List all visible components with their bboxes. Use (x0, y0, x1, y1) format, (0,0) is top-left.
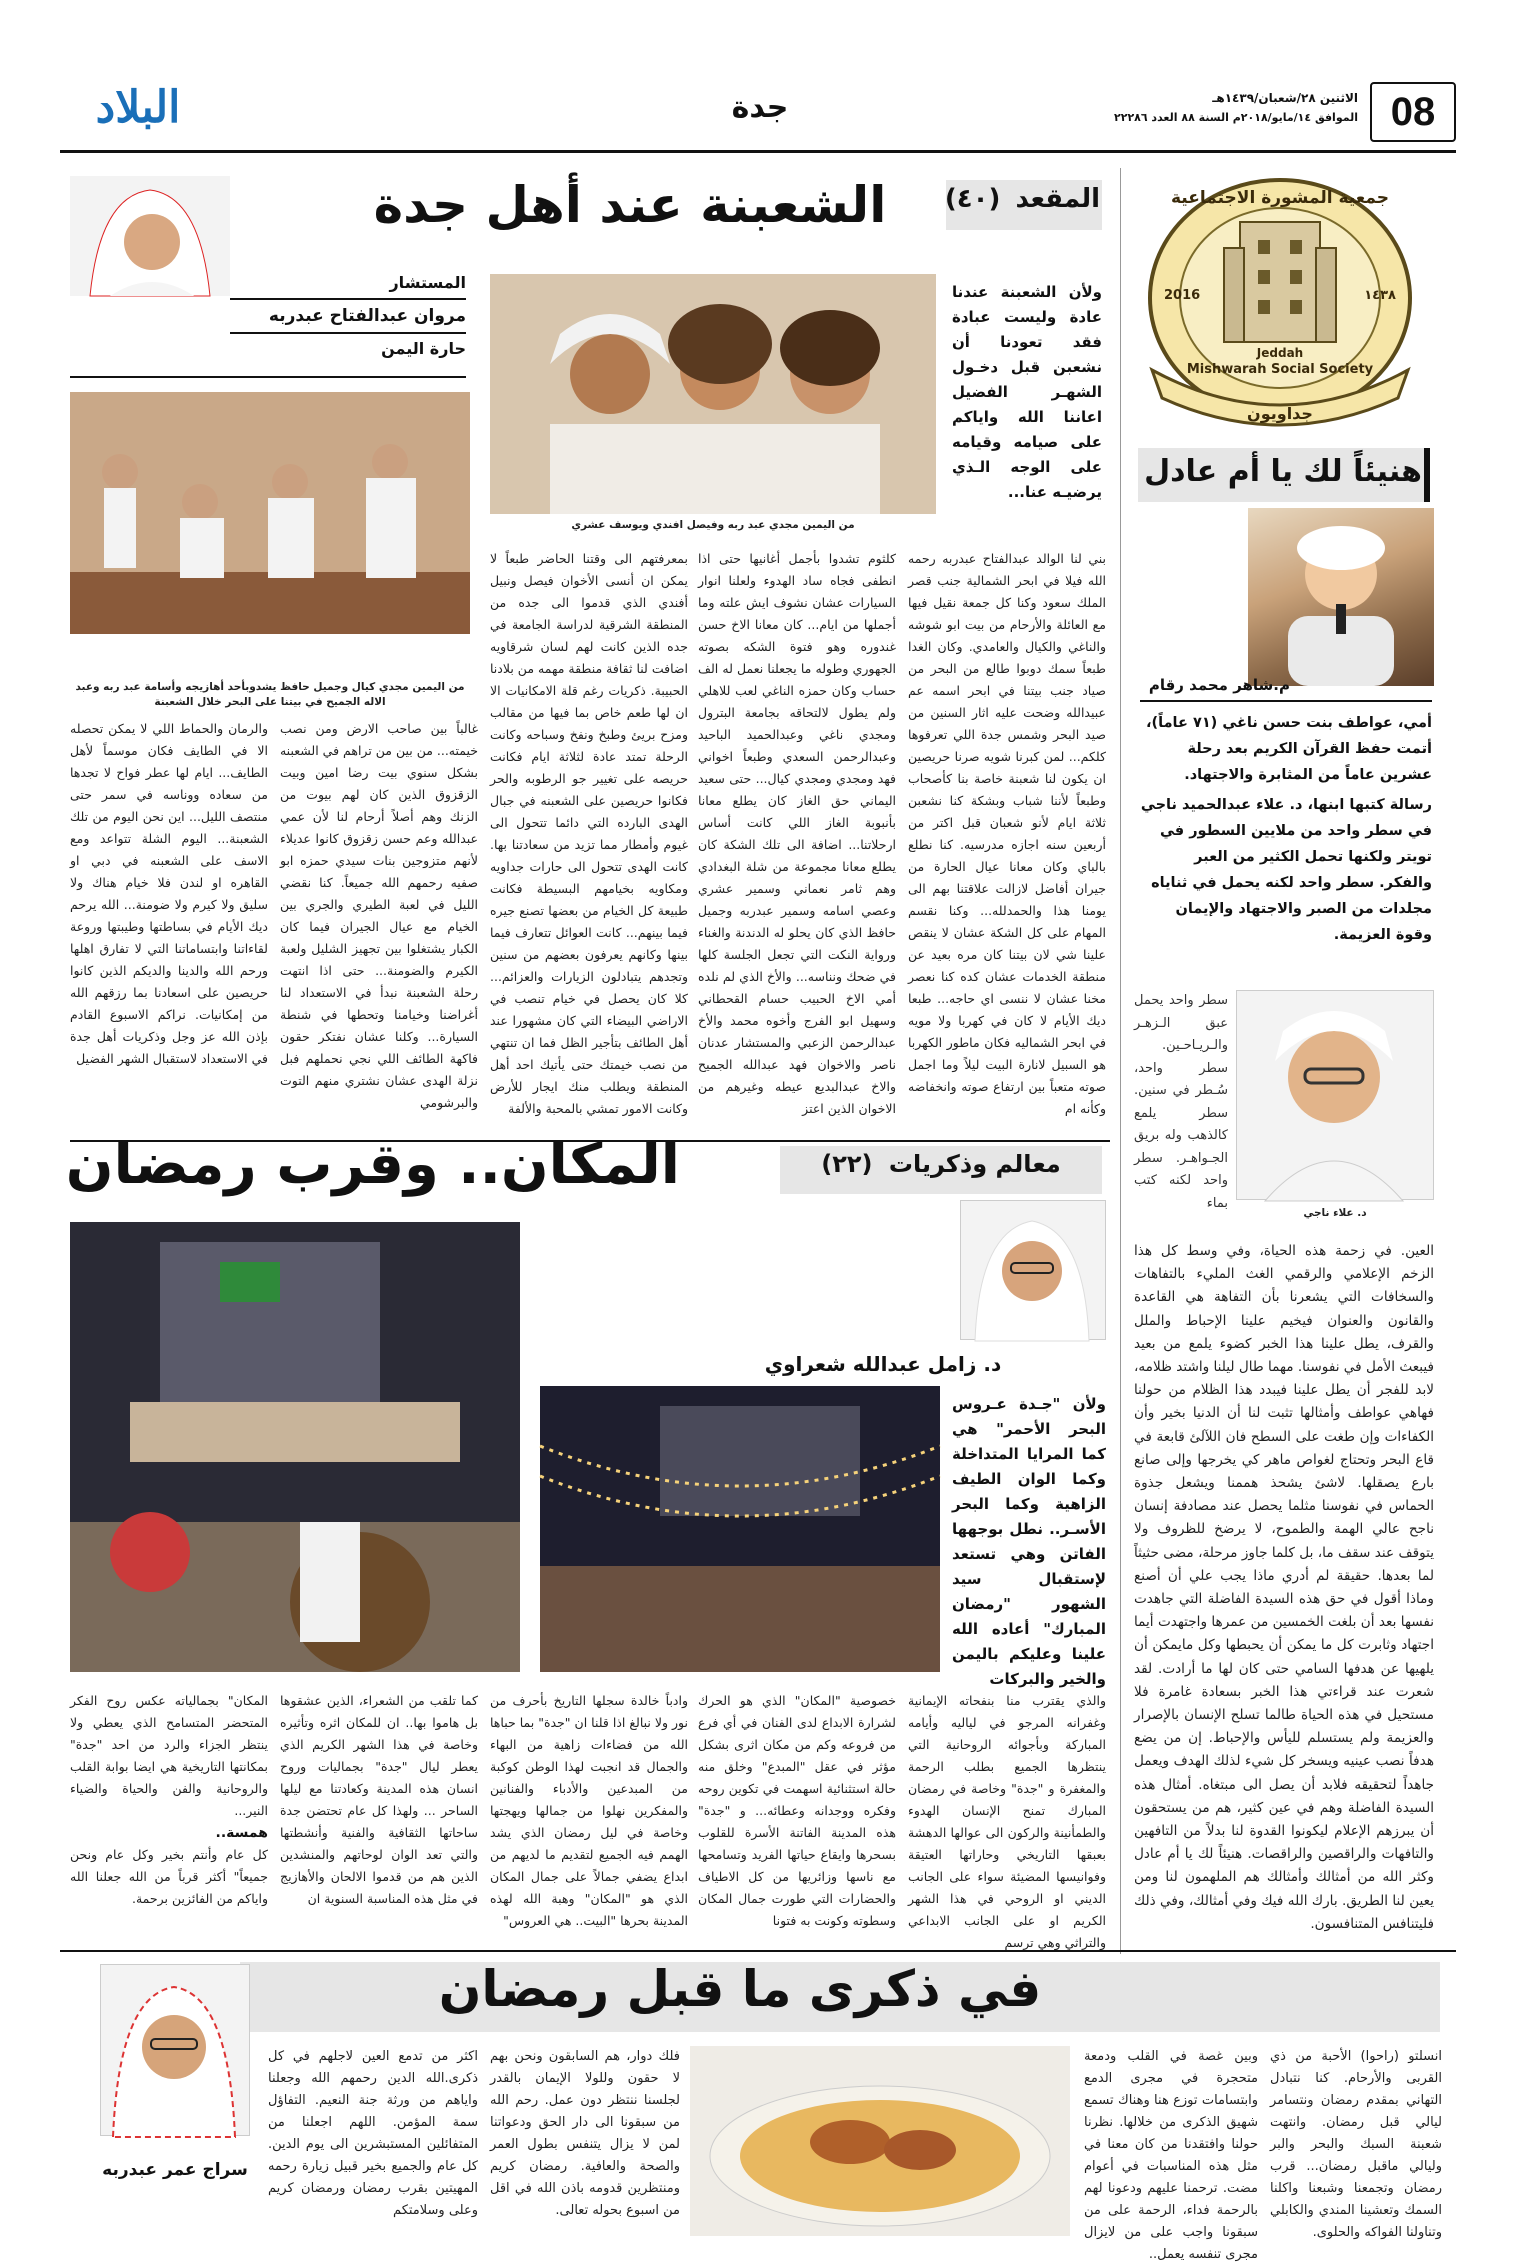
rice-dish-icon (690, 2046, 1070, 2236)
article1-photo-friends (490, 274, 936, 514)
article1-series-label: المقعد (1015, 184, 1100, 214)
article2-body: العين. في زحمة هذه الحياة، وفي وسط كل هذا الزخم الإعلامي والرقمي الغث المليء بالتفاهات والسخافات التي يشعرنا بأن التفاهة هي القاعدة والقانون والعنوان فيخيم علينا الإحباط والملل والقرف، يطل علينا هذا الخبر كضوء يلمع من بعيد فيبعث الأمل في نفوسنا. مهما طال ليلنا واشتد ظلامه، لابد للفجر أن يطل علينا فيبدد هذا الظلام من حولنا فهاهي عواطف وأمثالها تثبت لنا أن الدنيا بخير وأن الكفاءات وإن طغت على السطح فان اللآلئ قابعة في قاع البحر وتحتاج لغواص ماهر كي يخرجها وإلى صانع بارع يصقلها. لاشئ يشحذ هممنا ويشعل جذوة الحماس في نفوسنا مثلما يحصل عند مصادفة إنسان ناجح عالي الهمة والطموح، لا يرضخ للظروف ولا يتوقف عند سقف ما، بل كلما جاوز مرحلة، مضى حثيثاً لما بعدها. حقيقة لم أدري ماذا يجب علي أن أصنع وماذا أقول في حق هذه السيدة الفاضلة التي جاهدت نفسها بعد أن بلغت الخمسين من عمرها واجتهدت أيما اجتهاد وثابرت كل ما يمكن أن يحبطها وكل مايمكن أن يلهيها عن هدفها السامي حتى كان لها ما أرادت. لقد شعرت عند قراءتي هذا الخبر بسعادة غامرة فلا مستحيل في هذه الحياة طالما تسلح الإنسان بالإصرار والعزيمة ولم يستسلم لليأس والإحباط. إن من يضع هدفاً نصب عينيه ويسخر كل شيء لذلك الهدف ويعمل جاهداً لتحقيقه فلابد أن يصل الى مبتغاه. أمثال هذه السيدة الفاضلة وهم في عين كثير، هم من يستحقون أن يبرزهم الإعلام ليكونوا القدوة لنا بدلاً من التافهين والتافهات والراقصين والراقصات. هنيئاً لك يا أم عادل وكثر الله من أمثالك وأمثالك هم الملهمون لنا ومن يعين لنا الطريق. بارك الله فيك وفي أمثالك، وفي ذلك فليتنافس المتنافسون. (1134, 1243, 1434, 1932)
article1-photo2-caption: من اليمين مجدي كيال وجميل حافظ يشدوبأحد أهازيجه وأسامة عبد ربه وعبد الاله الجميح في بيتنا على البحر خلال الشعبنة (75, 681, 465, 708)
article1-col5: والرمان والحماط اللي لا يمكن تحصله الا في الطايف فكان موسماً لأهل الطايف... ايام لها عطر فواح لا تجدها من سعاده ووناسه في سمر حتى منتصف الليل... اين نحن اليوم من تلك الشعبنة... اليوم الشلة تتواعد ومع الاسف على الشعبنه في دبي او القاهره او لندن فلا خيام هناك ولا سليق ولا كيرم ولا ضومنة... الله يرحم ديك الأيام في بساطتها وطيبتها وروعة لقاءاتنا وابتساماتنا التي لا تفارق اهلها ورحم الله والدينا والديكم الذين كانوا حريصين على اسعادنا بما رزقهم الله من إمكانيات. نراكم الاسبوع القادم بإذن الله عز وجل وذكريات أهل جدة في الاستعداد لاستقبال الشهر الفضيل (70, 721, 268, 1066)
market-photo-icon (70, 1222, 520, 1672)
article3-author-photo (960, 1200, 1106, 1340)
article1-col1: بني لنا الوالد عبدالفتاح عبدربه رحمه الله فيلا في ابحر الشمالية جنب قصر الملك سعود وكنا كل جمعة نقيل فيها مع العائلة والأرحام من بيت ابو شوشه والناغي والكيال والعامدي. وكان الغدا طبعاً سمك دوبوا طالع من البحر من صياد جنب بيتنا في ابحر اسمه عم عبيدالله وضحت عليه اثار السنين من صيد البحر وشمس جدة اللي تعرفوها كلكم... لمن كبرنا شويه صرنا حريصين ان يكون لنا شعبنة خاصة بنا كأصحاب وطبعاً لأننا شباب وبشكة كنا نشعبن ثلاثة ايام لأنو شعبان قبل اكتر من أربعين سنه اجازه مدرسيه. كنا نطلع بالباي وكان معانا عيال الحارة من جيران أفاضل لازالت علاقتنا بهم الى يومنا هذا والحمدلله... وكنا نقسم المهام على كل الشكة عشان لا ينقص علينا شي لان بيتنا كان مره بعيد عن منطقة الخدمات عشان كده كنا نعصر مخنا عشان لا ننسى اي حاجه... طبعا ديك الأيام لا كان في كهربا ولا مويه في ابحر الشماليه فكان ماطور الكهربا هو السبيل لانارة البيت ليلاً وما اجمل صوته متعباً بين ارتفاع صوته وانخفاضه وكأنه ام (908, 551, 1106, 1116)
section-name: جدة (731, 90, 789, 125)
article4-col2: وبين غصة في القلب ودمعة متحجرة في مجرى الدمع وابتسامات توزع هنا وهناك تسمع شهيق الذكرى من خلالها. نظرنا حولنا وافتقدنا من كان معنا في مثل هذه المناسبات في أعوام مضت. ترحمنا عليهم ودعونا لهم بالرحمة فداء، الرحمة على من سبقونا واجب على من لايزال مجرى تنفسه يعمل.. (1084, 2049, 1258, 2262)
article3-col2: خصوصية "المكان" الذي هو الحرك لشرارة الابداع لدى الفنان في أي فرع من فروعه وكم من مكان اثرى بشكل مؤثر في عقل "المبدع" وخلق منه حالة استثنائية اسهمت في تكوين روحه وفكره ووجدانه وعطائه... و "جدة" هذه المدينة الفاتنة الأسرة للقلوب بسحرها وايقاع حياتها الفريد وتسامحها مع ناسها وزائريها من كل الاطياف والحضارات التي طورت جمال المكان وسطوته وكونت به فتونا (698, 1693, 896, 1928)
article4-title: في ذكرى ما قبل رمضان (438, 1960, 1042, 2018)
article1-col3: بمعرفتهم الى وقتنا الحاضر طبعاً لا يمكن ان أنسى الأخوان فيصل ونبيل أفندي الذي قدموا الى جده من المنطقة الشرقية لدراسة الجامعة في جده الذين كانت لهم لسان شرقاويه اضافت لنا ثقافة منطقة مهمه من بلادنا الحبيبة. ذكريات رغم قلة الامكانيات الا ان لها طعم خاص بما فيها من مقالب ومزح بريئ وطبخ ونفخ وسباحه وكانت الرحلة تمتد عادة لثلاثة ايام فكانت حريصه على تغيير جو الرطوبه والحر فكانوا حريصين على الشعبنه في جبال الهدى البارده التي دائما تتحول الى غيوم وأمطار مما تزيد من سعادتنا بها. كانت الهدى تتحول الى حارات جداويه ومكاويه بخيامهم البسيطة فكانت طبيعة كل الخيام من بعضها تصنع جيره فيما بينهم... كانت العوائل تتعارف فيما بينها وكانهم يعرفون بعضهم من سنين وتجدهم يتبادلون الزيارات والعزائم... كلا كان يحصل في خيام تنصب في الاراضي البيضاء التي كان مشهورا عند أهل الطائف بتأجير الظل فما ان تنتهي من نصب خيمتك حتى يأتيك احد أهل المنطقة ويطلب منك ايجار للأرض وكانت الامور تمشي بالمحبة والألفة (490, 551, 688, 1116)
society-year-g: 2016 (1164, 288, 1201, 303)
article4-col1: انسلتو (راحوا) الأحبة من ذي القربى والأرحام. كنا نتبادل التهاني بمقدم رمضان ونتسامر ليالي قبل رمضان. وانتهت شعبنة السبك والبحر والبر وليالي ماقبل رمضان... قرب رمضان وتجمعنا وشبعنا واكلنا السمك وتعشينا المندي والكابلي وتناولنا الفواكه والحلوى. (1270, 2049, 1442, 2240)
article3-col4: كما تلقب من الشعراء، الذين عشقوها بل هاموا بها.. ان للمكان اثره وتأثيره وخاصة في هذا الشهر الكريم الذي يعطر ليال "جدة" بجماليات وروح انسان هذه المدينة وكعادتنا مع ليلها الساحر ... ولهذا كل عام تحتضن جدة ساحاتها الثقافية والفنية وأنشطتها والتي تعد الوان لوحاتهم والمنشدين الذين هم من قدموا الالحان والأهازيج في مثل هذه المناسبة السنوية ان (280, 1693, 478, 1906)
article3-author: د. زامل عبدالله شعراوي (764, 1352, 1002, 1376)
group-photo-icon (70, 392, 470, 634)
article2-author-rule (1140, 700, 1432, 702)
article1-author-underline (70, 376, 466, 378)
person-icon (1248, 508, 1434, 686)
article3-col3: وادباً خالدة سجلها التاريخ بأحرف من نور ولا نبالغ اذا قلنا ان "جدة" بما حباها الله من فضاءات زاهية من البهاء والجمال قد انجبت لهذا الوطن كوكبة من المبدعين والأدباء والفنانين والمفكرين نهلوا من جمالها ويهجتها وخاصة في ليل رمضان الذي يشد الهمم فيه الجميع لتقديم ما لديهم من ابداع يضفي جمالاً على جمال المكان الذي هو "المكان" وهبة الله لهذه المدينة بحرها "البيت.. هي العروس" (490, 1693, 688, 1928)
society-city: Jeddah (1256, 346, 1304, 360)
article1-author-name: مروان عبدالفتاح عبدربه (230, 298, 466, 334)
article3-series-label: معالم وذكريات (888, 1150, 1061, 1178)
article1-col4: غالباً بين صاحب الارض ومن نصب خيمته... من بين من تراهم في الشعبنه بشكل سنوي بيت رضا امين وبيت الزقزوق الذين كان لهم بيوت من الزنك وهم أصلاً أرحام لنا لأن عمي عبدالله وعم حسن زقزوق كانوا عديلاء لأنهم متزوجين بنات سيدي حمزه ابو صفيه رحمهم الله جميعاً. كنا نقضي الليل في لعبة الطيري والجري بين الخيام مع عيال الجيران فيما كان الكبار يشتغلوا بين تجهيز الشليل ولعبة الكيرم والضومنة... حتى اذا انتهت رحلة الشعبنة نبدأ في الاستعداد لنا أغراضنا وخيامنا وتحطها في شنطة السيارة... وكلنا عشان نفتكر حقون فاكهة الطائف اللي نجي نحملهم فبل نزلة الهدى عشان نشتري منهم التوت والبرشومي (279, 721, 478, 1110)
society-slogan: جداويون (1247, 404, 1313, 423)
article3-photo-festival (540, 1386, 940, 1672)
article2-title: هنيئاً لك يا أم عادل (1144, 454, 1422, 489)
article3-col5-wrap (70, 1690, 268, 1946)
page-number: 08 (1390, 89, 1436, 134)
society-emblem-icon (1128, 170, 1432, 440)
article4-col3: فلك دوار، هم السابقون ونحن بهم لا حقون وللولا الإيمان بالقدر لجلسنا ننتظر دون عمل. رحم الله من سبقونا الى دار الحق ودعواتنا لمن لا يزال يتنفس بطول العمر والصحة والعافية. رمضان كريم ومنتظرين قدومه باذن الله في اقل من اسبوع بحوله تعالى. (490, 2049, 680, 2218)
person-icon (99, 1965, 249, 2137)
article2-lead (1140, 710, 1432, 948)
article2-lead-p2: رسالة كتبها ابنها، د. علاء عبدالحميد ناجي في سطر واحد من ملايين السطور في تويتر ولكنها تحمل الكثير من العبر والفكر. سطر واحد لكنه يحمل في ثناياه مجلدات من الصبر والاجتهاد والإيمان وقوة العزيمة. (1140, 797, 1432, 943)
newspaper-logo: البلاد (95, 82, 181, 133)
article4-col4: اكثر من تدمع العين لاجلهم في كل ذكرى.الله الدين رحمهم الله وجعلنا واياهم من ورثة جنة النعيم. التفاؤل سمة المؤمن. اللهم اجعلنا من المتفائلين المستبشرين الى يوم الدين. كل عام والجميع بخير قبيل زيارة رحمه المهيتين بقرب رمضان ورمضان كريم وعلى وسلامتكم (268, 2049, 478, 2218)
article1-author-photo (70, 176, 230, 296)
society-logo (1128, 170, 1432, 440)
article3-series (784, 1150, 1098, 1178)
header-rule (60, 150, 1456, 153)
article4-photo-food (690, 2046, 1070, 2236)
article3-intro: ولأن "جـدة عـروس البحر الأحمر" هي كما المرايا المتداخلة وكما الوان الطيف الزاهية وكما البحر الأسـر.. نطل بوجهها الفاتن وهي تستعد لإستقبال سيد الشهور "رمضان المبارك" أعاده الله علينا وعليكم باليمن والخير والبركات (952, 1395, 1106, 1688)
right-column-divider (1120, 168, 1121, 1954)
society-year-h: ١٤٣٨ (1364, 288, 1396, 303)
article1-intro: ولأن الشعبنة عندنا عادة وليست عبادة فقد تعودنا أن نشعبن قبل دخـول الشهـر الفضيل اعاننا الله واياكم على صيامه وقيامه على الوجه الـذي يرضيـه عنا... (952, 283, 1102, 501)
page-header (60, 82, 1456, 144)
article1-series-number: (٤٠) (944, 184, 1001, 214)
article1-author-block (230, 268, 466, 364)
society-arabic-name: جمعية المشورة الاجتماعية (1170, 188, 1390, 208)
person-icon (959, 1201, 1105, 1341)
article1-photo-gathering (70, 392, 470, 634)
article3-photo-stall (70, 1222, 520, 1672)
article3-series-number: (٢٢) (821, 1150, 873, 1178)
article3-title: المكان.. وقرب رمضان (65, 1132, 680, 1197)
article1-col2: كلثوم تشدوا بأجمل أغانيها حتى اذا انطفى فجاه ساد الهدوء ولعلنا انوار السيارات عشان نشوف ايش علته وما أجملها من ايام... كان معانا الاخ حسن غندوره وهو فتوة الشكه بصوته الجهوري وطوله ما يجعلنا نعمل له الف حساب وكان حمزه الناغي لعب للاهلي ولم يطول لالتحاقه بجامعة البترول ومجدي ناغي وعبدالحميد الباحيد وعبدالرحمن السعدي وطبعاً اخواني فهد ومجدي ومجدي كيال... حتى سعيد اليماني حق الغاز كان يطلع معانا بأنبوبة الغاز اللي كانت أساس ارحلاتنا... اضافة الى تلك الشكة كان يطلع معانا مجموعة من شلة البغدادي وهم ثامر نعماني وسمير عشري وعصي اسامه وسمير عبدربه وجميل حافظ الذي كان يحلو له الدندنة والغناء ورواية النكت التي تجعل الجلسة كلها في ضحك ونناسه... والأخ الذي لم نلده أمي الاخ الحبيب حسام القحطاني وسهيل ابو الفرج وأخوه محمد والأخ عبدالرحمن الزعبي والمستشار عدنان ناصر والاخوان فهد عبدالله الجميح والاخ عبدالبديع عيطه وغيرهم من الاخوان الذين اعتز (698, 551, 896, 1116)
article1-series (944, 184, 1100, 214)
person-icon (1235, 991, 1433, 1201)
article3-col5: المكان" بجمالياته عكس روح الفكر المتحضر المتسامح الذي يعطي ولا ينتظر الجزاء والرد من احد "جدة" بمكانتها التاريخية هي ايضا بوابة القلب والروحانية والفن والحياة والضياء النير... (70, 1693, 268, 1818)
person-icon (70, 176, 230, 296)
article3-col5-sign: همسة.. (215, 1825, 268, 1841)
page-number-box (1370, 82, 1456, 142)
article4-author: سراج عمر عبدربه (102, 2160, 248, 2180)
date-block (1058, 88, 1358, 128)
article3-col5-end: كل عام وأنتم بخير وكل عام ونحن جميعاً" أكثر قرباً من الله جعلنا الله واياكم من الفائزين برحمة. (70, 1847, 268, 1906)
article1-author-title: المستشار (389, 273, 466, 292)
date-hijri: الاثنين ٢٨/شعبان/١٤٣٩هـ (1212, 91, 1358, 105)
article2-lead-p1: أمي، عواطف بنت حسن ناغي (٧١ عاماً)، أتمت حفظ القرآن الكريم بعد رحلة عشرين عاماً من المثابرة والاجتهاد. (1146, 715, 1432, 783)
group-photo-icon (490, 274, 936, 514)
society-english-name: Mishwarah Social Society (1186, 362, 1374, 377)
article2-photo-caption: د. علاء ناجي (1303, 1207, 1367, 1219)
article3-col1: والذي يقترب منا بنفحاته الإيمانية وغفرانه المرجو في لياليه وأيامه المباركة وبأجوائه الروحانية التي ينتظرها الجميع بطلب الرحمة والمغفرة و "جدة" وخاصة في رمضان المبارك تمنح الإنسان الهدوء والطمأنينة والركون الى عوالها الدهشة بعبقها التاريخي وحاراتها العتيقة وفوانيسها المضيئة سواء على الجانب الديني او الروحي في هذا الشهر الكريم او على الجانب الابداعي والتراثي وهي ترسم (908, 1693, 1106, 1950)
festival-photo-icon (540, 1386, 940, 1672)
date-gregorian: الموافق ١٤/مايو/٢٠١٨م السنة ٨٨ العدد ٢٢٢٨٦ (1114, 111, 1358, 124)
article1-title: الشعبنة عند أهل جدة (373, 176, 887, 234)
author-photo-alaa (1236, 990, 1434, 1200)
article1-author-place: حارة اليمن (381, 339, 466, 358)
article4-author-photo (100, 1964, 250, 2136)
article3-bottom-rule (60, 1950, 1456, 1952)
article1-photo1-caption: من اليمين مجدي عبد ربه وفيصل افندي ويوسف عشري (571, 519, 855, 531)
article2-quote: سطر واحد يحمل عبق الـزهـر والـريـاحـين. سطر واحد، سُـطر في سنين. سطر يلمع كالذهب وله بريق الجـواهـر. سطر واحد لكنه كتب بماء (1134, 993, 1228, 1211)
author-photo-shaher (1248, 508, 1434, 686)
article2-author: م.شاهر محمد رقام (1148, 676, 1290, 694)
